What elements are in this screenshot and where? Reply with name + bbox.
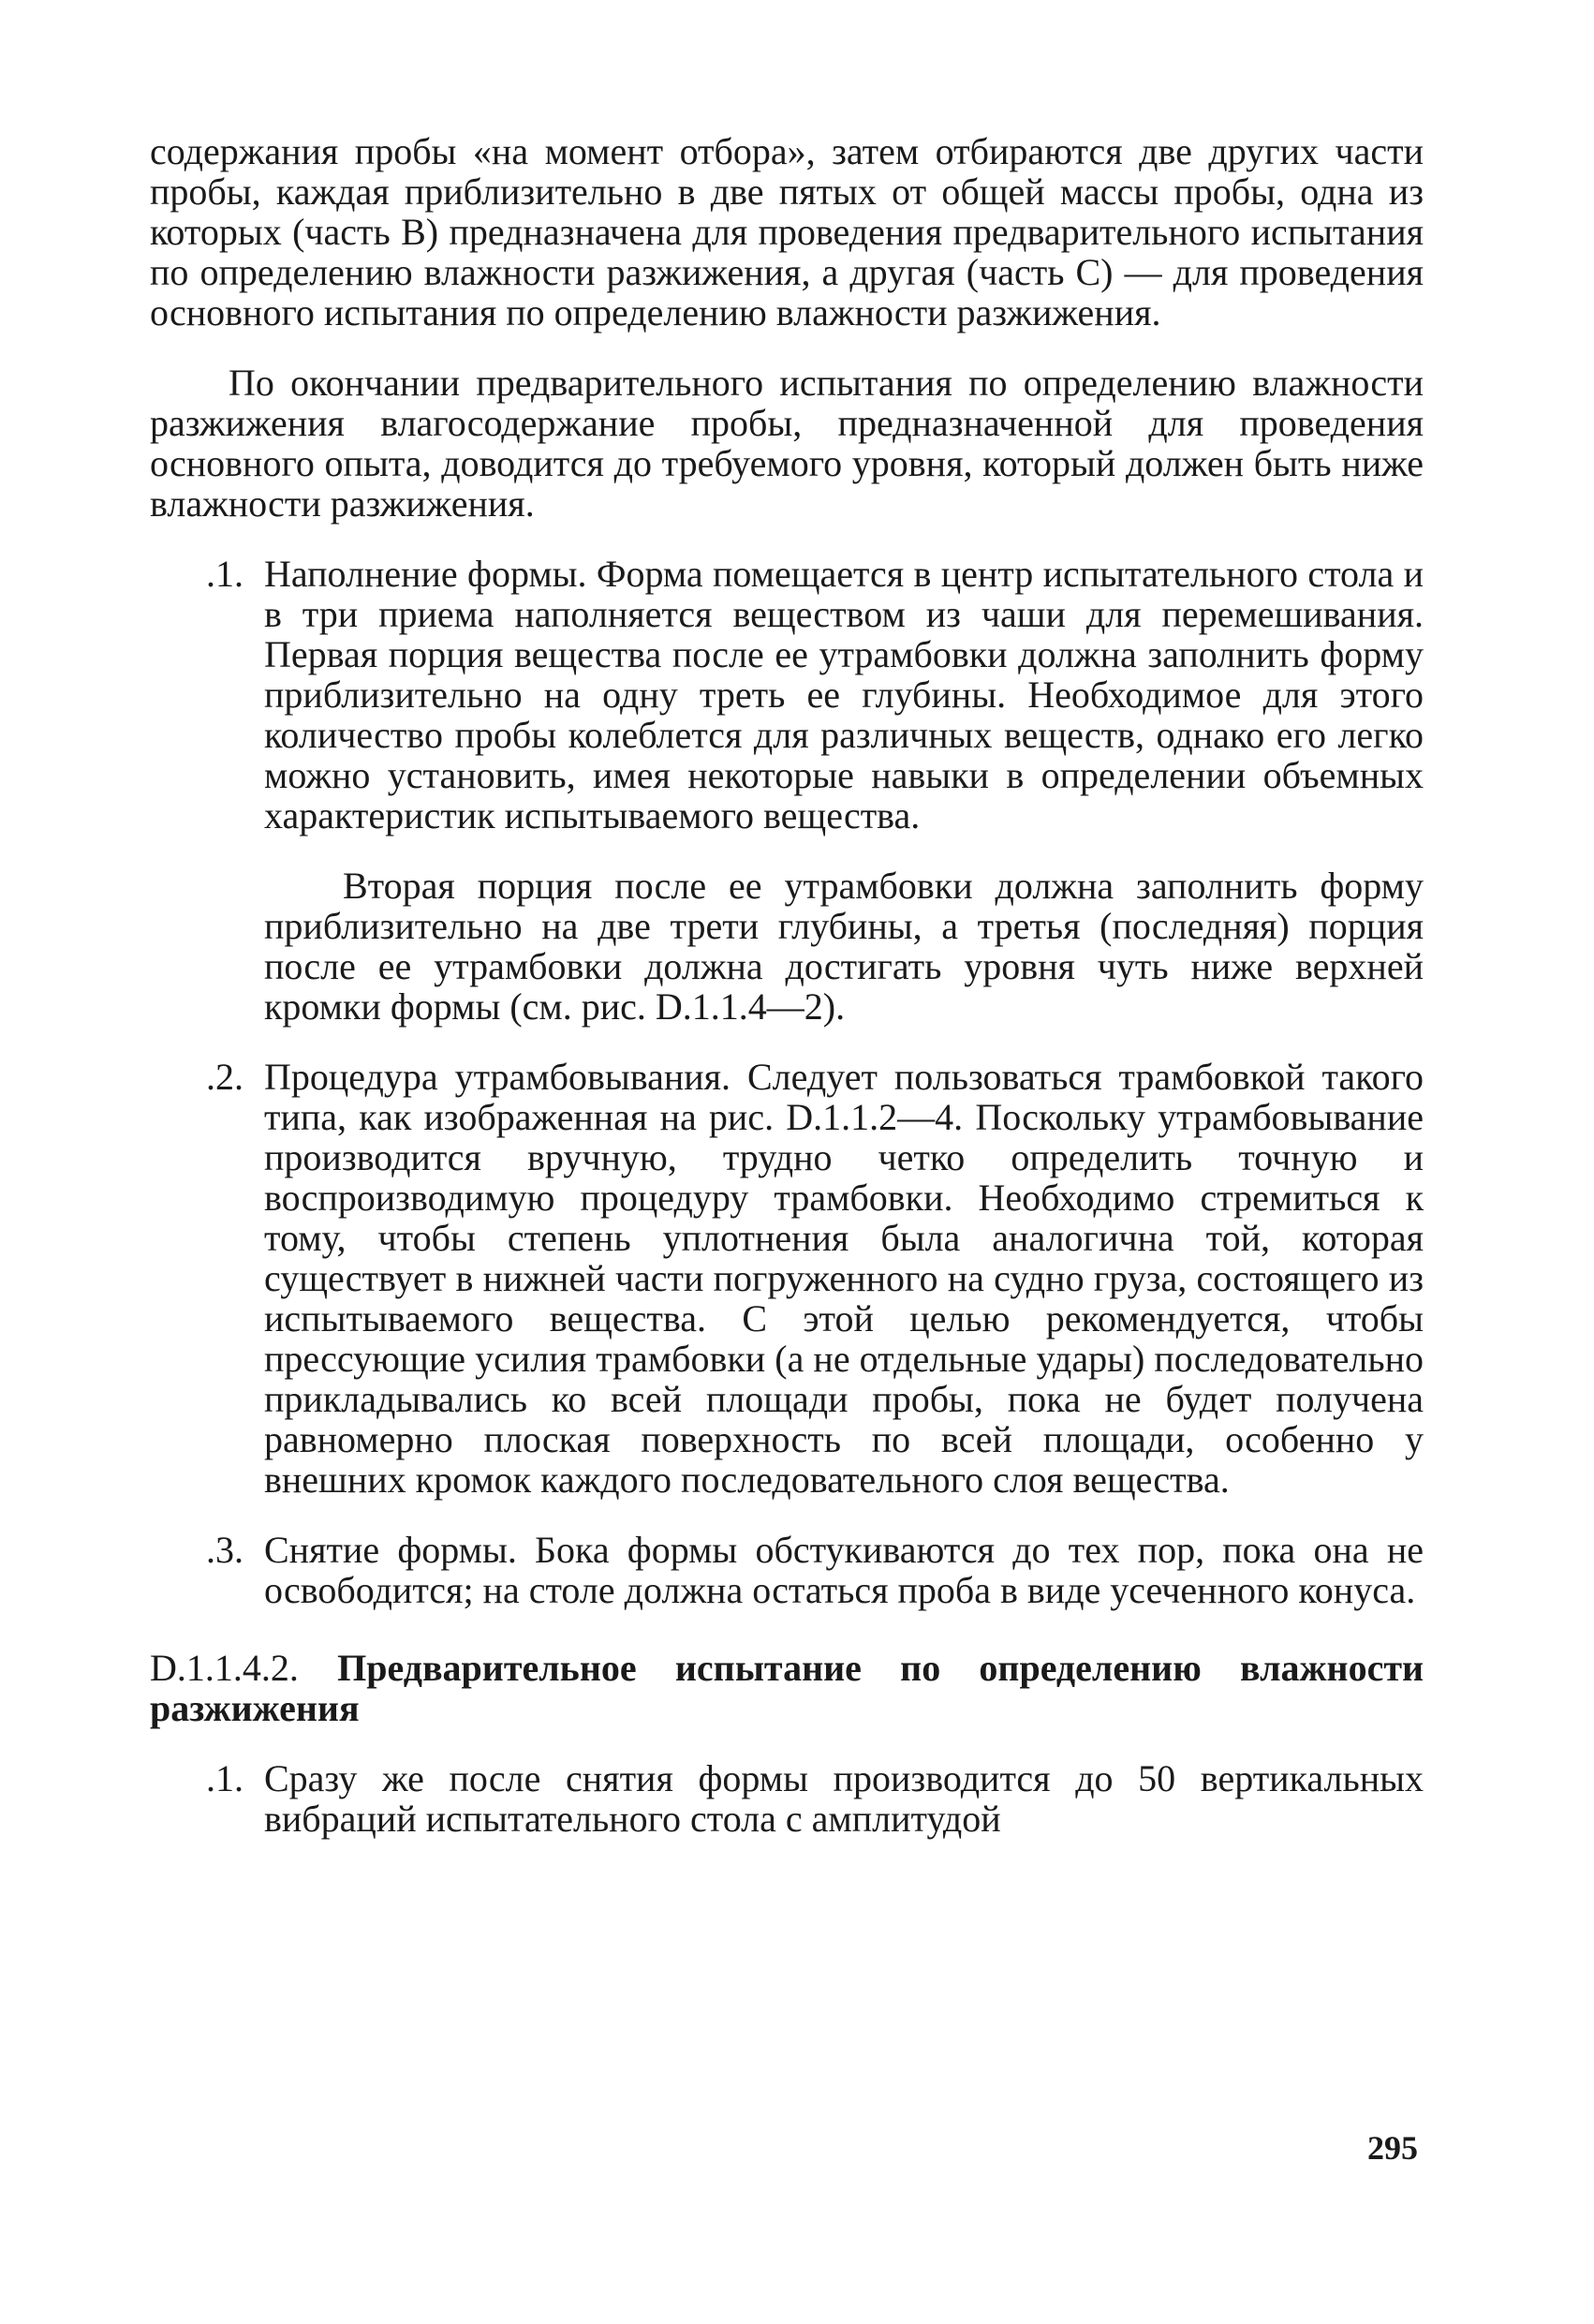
- item-number: .3.: [206, 1529, 244, 1571]
- list-item-mould-removal: [150, 1530, 1424, 1610]
- item-text: Сразу же после снятия формы производится до 50 вертикальных вибраций испытательного стола с амплитудой: [264, 1757, 1424, 1840]
- section-title: Предварительное испытание по определению влажности разжижения: [150, 1647, 1424, 1729]
- list-item-filling: [150, 554, 1424, 836]
- list-item-tamping: [150, 1057, 1424, 1500]
- item-text: Снятие формы. Бока формы обстукиваются до тех пор, пока она не освободится; на столе должна остаться проба в виде усеченного конуса.: [264, 1529, 1424, 1611]
- item-number: .1.: [206, 1757, 244, 1799]
- paragraph-moisture-adjustment: По окончании предварительного испытания по определению влажности разжижения влагосодержание пробы, предназначенной для проведения основного опыта, доводится до требуемого уровня, который должен быть ниже влажности разжижения.: [150, 362, 1424, 525]
- item-text: Процедура утрамбовывания. Следует пользоваться трамбовкой такого типа, как изображенная на рис. D.1.1.2—4. Поскольку утрамбовывание производится вручную, трудно четко определить точную и воспроизводимую процедуру трамбовки. Необходимо стремиться к тому, чтобы степень уплотнения была аналогична той, которая существует в нижней части погруженного на судно груза, состоящего из испытываемого вещества. С этой целью рекомендуется, чтобы прессующие усилия трамбовки (а не отдельные удары) последовательно прикладывались ко всей площади пробы, пока не будет получена равномерно плоская поверхность по всей площади, особенно у внешних кромок каждого последовательного слоя вещества.: [264, 1056, 1424, 1501]
- paragraph-continuation: содержания пробы «на момент отбора», затем отбираются две других части пробы, каждая приблизительно в две пятых от общей массы пробы, одна из которых (часть В) предназначена для проведения предварительного испытания по определению влажности разжижения, а другая (часть С) — для проведения основного испытания по определению влажности разжижения.: [150, 130, 1424, 333]
- item-number: .1.: [206, 553, 244, 595]
- list-item-filling-continuation: [150, 866, 1424, 1027]
- list-item-vibration: [150, 1758, 1424, 1839]
- page-body: [150, 131, 1424, 1839]
- section-heading: [150, 1648, 1424, 1728]
- page-number: 295: [1367, 2129, 1418, 2167]
- item-text: Наполнение формы. Форма помещается в центр испытательного стола и в три приема наполняется веществом из чаши для перемешивания. Первая порция вещества после ее утрамбовки должна заполнить форму приблизительно на одну треть ее глубины. Необходимое для этого количество пробы колеблется для различных веществ, однако его легко можно установить, имея некоторые навыки в определении объемных характеристик испытываемого вещества.: [264, 553, 1424, 836]
- item-continuation-text: Вторая порция после ее утрамбовки должна заполнить форму приблизительно на две трети глубины, а третья (последняя) порция после ее утрамбовки должна достигать уровня чуть ниже верхней кромки формы (см. рис. D.1.1.4—2).: [264, 865, 1424, 1028]
- section-code: D.1.1.4.2.: [150, 1647, 299, 1689]
- item-number: .2.: [206, 1056, 244, 1098]
